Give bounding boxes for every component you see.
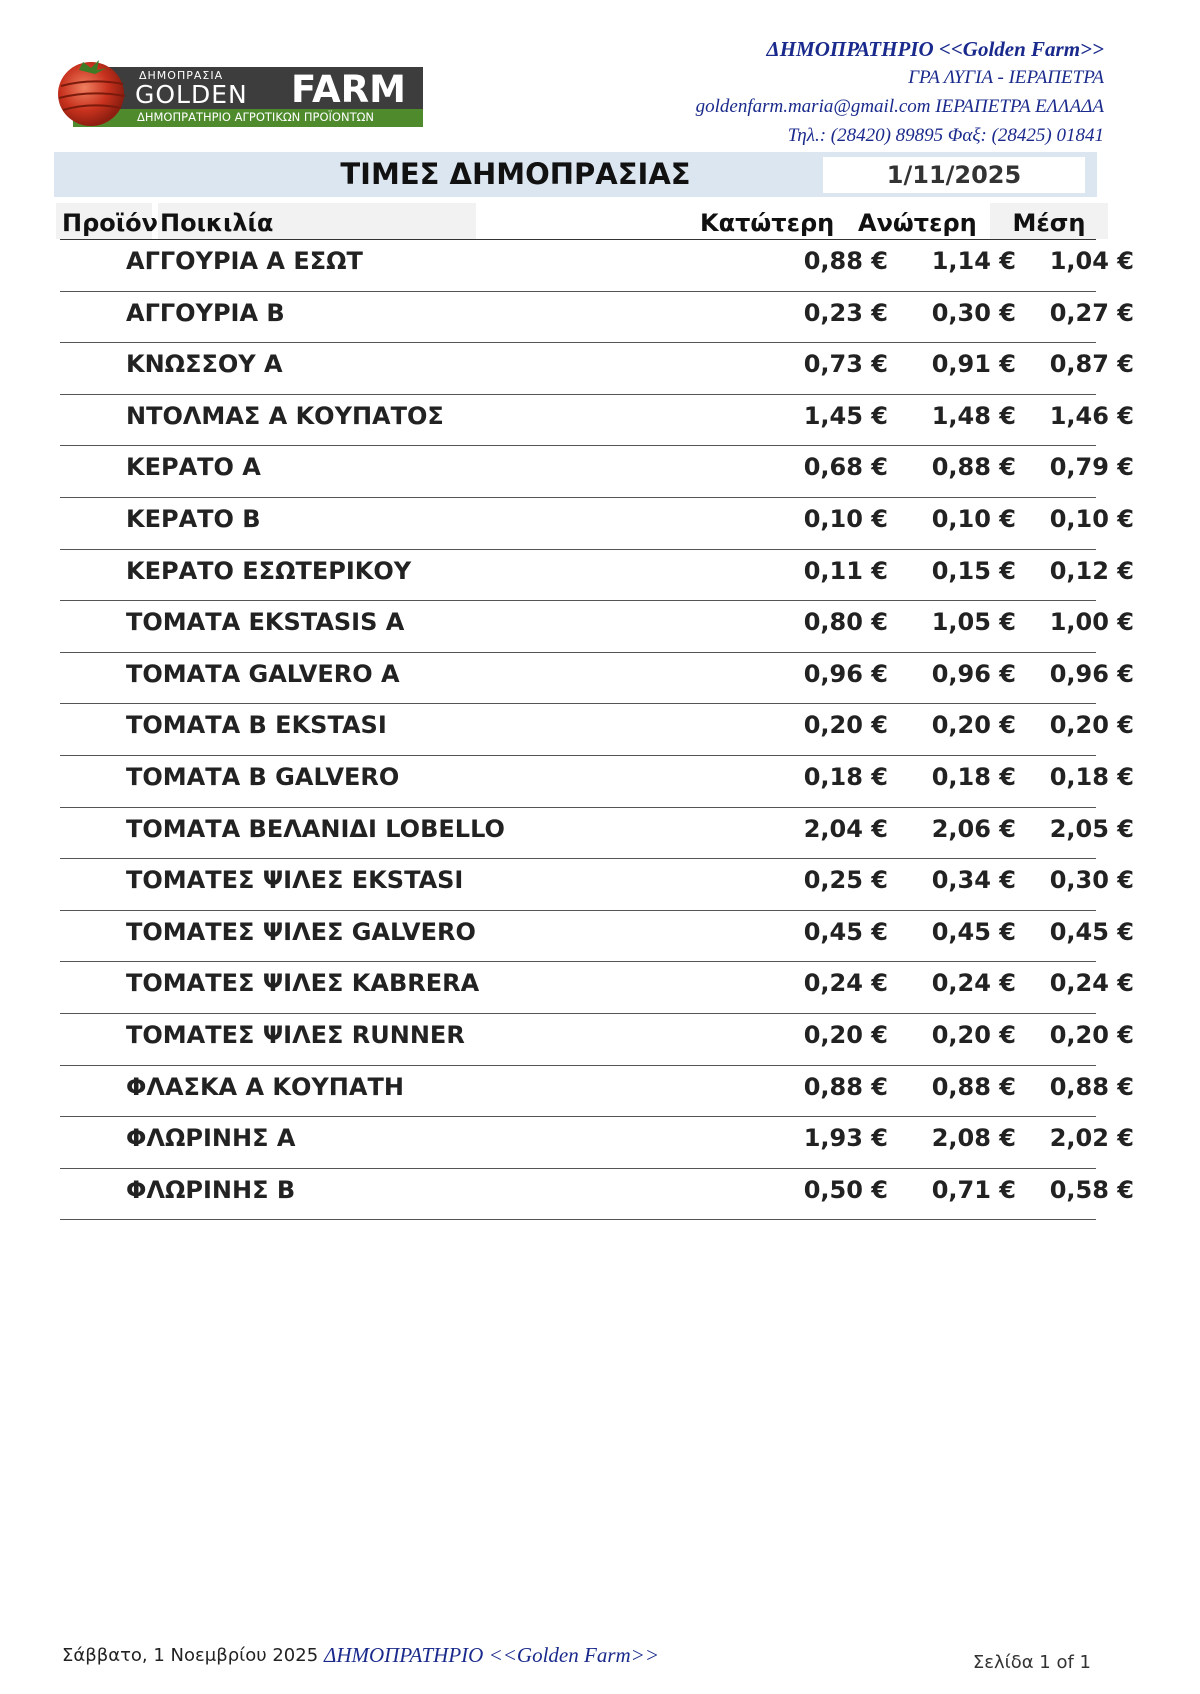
row-product-name: ΤΟΜΑΤΕΣ ΨΙΛΕΣ RUNNER [126,1020,465,1049]
golden-farm-logo [53,50,423,128]
row-price-high: 1,14 € [931,247,1016,275]
table-row [60,756,1134,808]
row-price-avg: 0,18 € [1049,762,1134,791]
row-price-high: 1,05 € [931,608,1016,637]
row-price-avg: 0,27 € [1049,298,1134,327]
row-price-low: 1,45 € [803,401,888,430]
tomato-icon [53,50,133,130]
row-price-high: 0,10 € [931,504,1016,533]
row-price-low: 0,96 € [803,659,888,688]
table-row [60,653,1134,705]
row-price-avg: 0,58 € [1049,1175,1134,1204]
page-title: ΤΙΜΕΣ ΔΗΜΟΠΡΑΣΙΑΣ [340,157,691,191]
row-price-avg: 0,45 € [1049,917,1134,946]
row-price-low: 0,88 € [803,1072,888,1101]
company-phones: Τηλ.: (28420) 89895 Φαξ: (28425) 01841 [787,125,1104,146]
table-row [60,1066,1134,1118]
table-row [60,962,1134,1014]
row-product-name: ΚΕΡΑΤΟ Α [126,453,261,482]
column-header-high: Ανώτερη [858,209,977,237]
row-price-low: 1,93 € [803,1124,888,1153]
row-product-name: ΤΟΜΑΤΕΣ ΨΙΛΕΣ GALVERO [126,917,476,946]
table-row [60,1014,1134,1066]
row-price-high: 0,20 € [931,711,1016,740]
table-row [60,1117,1134,1169]
row-product-name: ΤΟΜΑΤΕΣ ΨΙΛΕΣ EKSTASI [126,866,464,895]
row-price-avg: 0,30 € [1049,866,1134,895]
table-row [60,808,1134,860]
row-price-high: 0,45 € [931,917,1016,946]
row-product-name: ΦΛΩΡΙΝΗΣ Α [126,1124,296,1153]
row-price-high: 0,20 € [931,1020,1016,1049]
column-header-avg: Μέση [990,203,1108,239]
row-price-low: 0,10 € [803,504,888,533]
row-product-name: ΚΕΡΑΤΟ Β [126,504,261,533]
row-price-low: 0,50 € [803,1175,888,1204]
table-row [60,911,1134,963]
row-product-name: ΑΓΓΟΥΡΙΑ Β [126,298,285,327]
row-product-name: ΤΟΜΑΤΑ Β EKSTASI [126,711,387,740]
row-price-avg: 2,05 € [1049,814,1134,843]
row-price-avg: 0,20 € [1049,711,1134,740]
row-price-low: 2,04 € [803,814,888,843]
row-price-low: 0,80 € [803,608,888,637]
row-price-avg: 2,02 € [1049,1124,1134,1153]
contact-block [696,35,1104,150]
row-price-avg: 1,46 € [1049,401,1134,430]
table-row [60,240,1134,292]
company-name: ΔΗΜΟΠΡΑΤΗΡΙΟ <<Golden Farm>> [766,37,1104,61]
auction-date: 1/11/2025 [823,157,1085,193]
row-product-name: ΚΝΩΣΣΟΥ Α [126,350,283,379]
column-header-low: Κατώτερη [700,209,835,237]
footer-date: Σάββατο, 1 Νοεμβρίου 2025 [62,1645,319,1666]
row-price-avg: 0,88 € [1049,1072,1134,1101]
row-price-high: 1,48 € [931,401,1016,430]
row-product-name: ΑΓΓΟΥΡΙΑ Α ΕΣΩΤ [126,247,363,275]
row-price-low: 0,20 € [803,711,888,740]
table-row [60,859,1134,911]
row-price-high: 0,24 € [931,969,1016,998]
row-price-avg: 0,96 € [1049,659,1134,688]
row-price-avg: 1,00 € [1049,608,1134,637]
row-price-low: 0,88 € [803,247,888,275]
row-product-name: ΤΟΜΑΤΕΣ ΨΙΛΕΣ KABRERA [126,969,480,998]
footer-company-name: ΔΗΜΟΠΡΑΤΗΡΙΟ <<Golden Farm>> [324,1643,660,1667]
footer-page-number: Σελίδα 1 of 1 [972,1652,1091,1673]
row-product-name: ΤΟΜΑΤΑ EKSTASIS A [126,608,405,637]
row-price-low: 0,45 € [803,917,888,946]
row-price-low: 0,11 € [803,556,888,585]
row-price-high: 0,18 € [931,762,1016,791]
table-row [60,395,1134,447]
row-price-low: 0,24 € [803,969,888,998]
row-price-high: 0,34 € [931,866,1016,895]
row-price-low: 0,73 € [803,350,888,379]
table-row [60,343,1134,395]
row-price-low: 0,68 € [803,453,888,482]
row-product-name: ΝΤΟΛΜΑΣ Α ΚΟΥΠΑΤΟΣ [126,401,444,430]
row-product-name: ΚΕΡΑΤΟ ΕΣΩΤΕΡΙΚΟΥ [126,556,412,585]
logo-subtitle: ΔΗΜΟΠΡΑΤΗΡΙΟ ΑΓΡΟΤΙΚΩΝ ΠΡΟΪΟΝΤΩΝ [137,110,375,124]
table-row [60,704,1134,756]
row-price-avg: 0,20 € [1049,1020,1134,1049]
row-price-high: 2,08 € [931,1124,1016,1153]
table-row [60,446,1134,498]
row-price-high: 2,06 € [931,814,1016,843]
price-table [60,240,1134,1220]
row-price-low: 0,20 € [803,1020,888,1049]
column-header-variety: Ποικιλία [158,203,476,239]
row-price-avg: 0,12 € [1049,556,1134,585]
table-row [60,292,1134,344]
row-product-name: ΤΟΜΑΤΑ Β GALVERO [126,762,400,791]
row-price-low: 0,23 € [803,298,888,327]
title-bar [54,152,1097,197]
row-price-low: 0,25 € [803,866,888,895]
row-price-avg: 0,10 € [1049,504,1134,533]
row-product-name: ΤΟΜΑΤΑ GALVERO A [126,659,400,688]
row-price-avg: 0,79 € [1049,453,1134,482]
table-row [60,498,1134,550]
row-price-high: 0,88 € [931,453,1016,482]
row-product-name: ΦΛΑΣΚΑ Α ΚΟΥΠΑΤΗ [126,1072,404,1101]
row-price-high: 0,71 € [931,1175,1016,1204]
table-row [60,550,1134,602]
row-price-avg: 1,04 € [1049,247,1134,275]
logo-golden-text: GOLDEN [135,80,248,109]
row-price-high: 0,88 € [931,1072,1016,1101]
column-header-product: Προϊόν [56,203,152,239]
row-price-low: 0,18 € [803,762,888,791]
row-price-avg: 0,24 € [1049,969,1134,998]
table-row [60,1169,1134,1221]
row-price-high: 0,15 € [931,556,1016,585]
row-product-name: ΦΛΩΡΙΝΗΣ Β [126,1175,296,1204]
row-price-avg: 0,87 € [1049,350,1134,379]
row-price-high: 0,91 € [931,350,1016,379]
row-price-high: 0,30 € [931,298,1016,327]
company-email: goldenfarm.maria@gmail.com ΙΕΡΑΠΕΤΡΑ ΕΛΛΑΔΑ [695,96,1104,117]
row-price-high: 0,96 € [931,659,1016,688]
table-row [60,601,1134,653]
row-product-name: ΤΟΜΑΤΑ ΒΕΛΑΝΙΔΙ LOBELLO [126,814,505,843]
logo-auction-text: ΔΗΜΟΠΡΑΣΙΑ [139,69,224,82]
company-address: ΓΡΑ ΛΥΓΙΑ - ΙΕΡΑΠΕΤΡΑ [908,67,1104,88]
logo-farm-text: FARM [291,68,406,111]
